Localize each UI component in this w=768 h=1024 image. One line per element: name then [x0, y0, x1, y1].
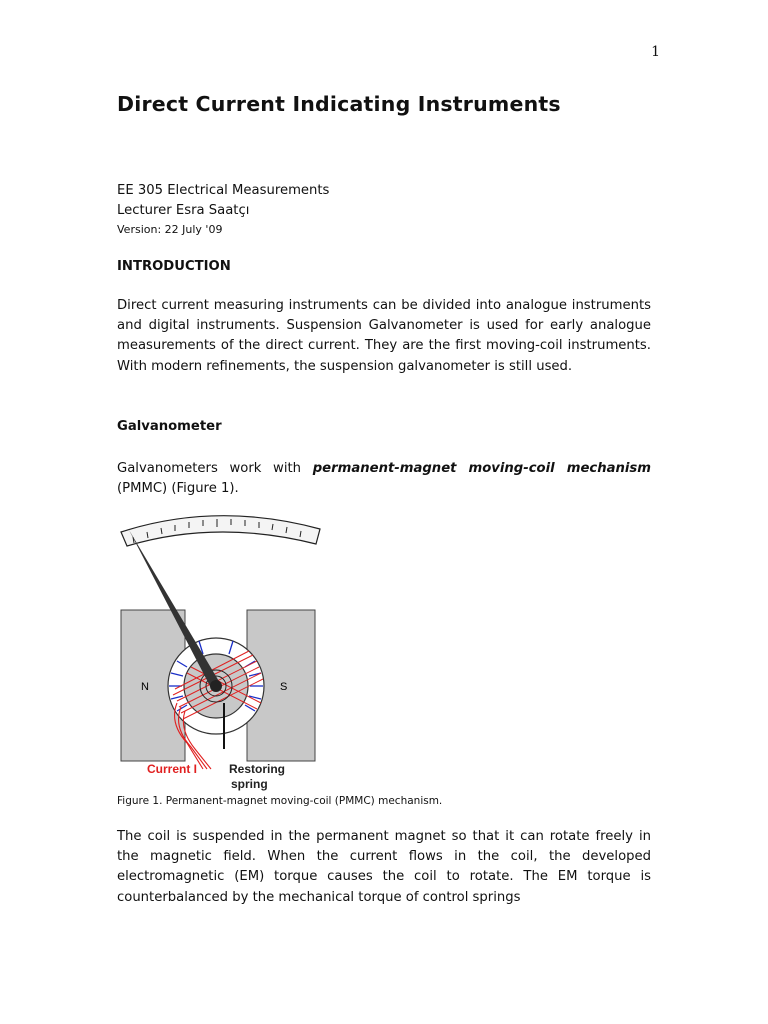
page-number: 1 [651, 44, 660, 60]
lecturer-name: Lecturer Esra Saatçı [117, 203, 250, 218]
document-title: Direct Current Indicating Instruments [117, 92, 561, 116]
galvanometer-heading: Galvanometer [117, 419, 222, 434]
current-label: Current I [147, 762, 198, 776]
course-name: EE 305 Electrical Measurements [117, 183, 330, 198]
version-line: Version: 22 July '09 [117, 223, 223, 236]
body-paragraph: The coil is suspended in the permanent magnet so that it can rotate freely in the magnetic field. When the current flows in the coil, the developed electromagnetic (EM) torque causes the coil to rotate. The EM torque is counterbalanced by the mechanical torque of control springs [117, 829, 651, 905]
pivot [210, 680, 222, 692]
galvanometer-text-before: Galvanometers work with [117, 461, 302, 476]
pmmc-emphasis: permanent-magnet moving-coil mechanism [312, 461, 651, 476]
south-label: S [280, 681, 288, 693]
pmmc-diagram [117, 503, 417, 793]
galvanometer-paragraph [117, 459, 651, 499]
figure-caption: Figure 1. Permanent-magnet moving-coil (PMMC) mechanism. [117, 795, 443, 807]
galvanometer-text-after: (PMMC) (Figure 1). [117, 481, 239, 497]
spring-label-2: spring [231, 777, 268, 791]
document-meta [117, 181, 329, 238]
spring-label-1: Restoring [229, 762, 286, 776]
scale-arc [121, 516, 320, 546]
north-label: N [141, 681, 149, 693]
introduction-heading: INTRODUCTION [117, 259, 231, 274]
pmmc-figure [117, 503, 417, 793]
introduction-paragraph: Direct current measuring instruments can be divided into analogue instruments and digital instruments. Suspension Galvanometer is used for early analogue measurements of the direct current. They are the first moving-coil instruments. With modern refinements, the suspension galvanometer is still used. [117, 298, 651, 374]
